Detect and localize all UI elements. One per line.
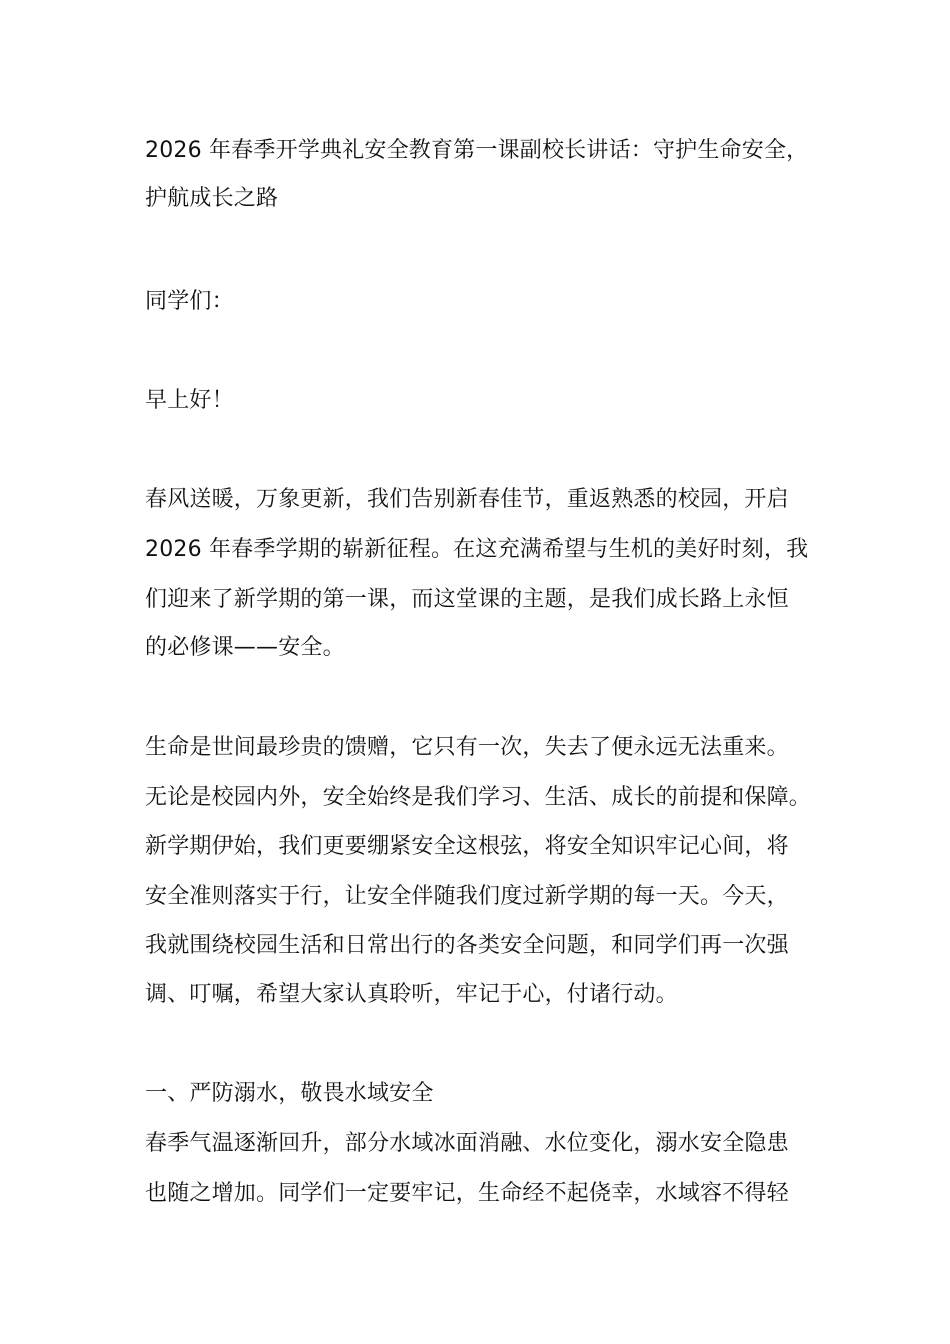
paragraph-1-line-4: 的必修课——安全。 — [145, 635, 345, 660]
paragraph-2-line-3: 新学期伊始，我们更要绷紧安全这根弦，将安全知识牢记心间，将 — [145, 834, 789, 859]
paragraph-2-line-4: 安全准则落实于行，让安全伴随我们度过新学期的每一天。今天， — [145, 884, 789, 909]
section-1-heading: 一、严防溺水，敬畏水域安全 — [145, 1081, 434, 1106]
paragraph-2-line-2: 无论是校园内外，安全始终是我们学习、生活、成长的前提和保障。 — [145, 785, 812, 810]
section-1-line-1: 春季气温逐渐回升，部分水域冰面消融、水位变化，溺水安全隐患 — [145, 1131, 789, 1156]
morning-greeting: 早上好！ — [145, 388, 234, 413]
title-line-2: 护航成长之路 — [145, 186, 279, 211]
paragraph-2-line-1: 生命是世间最珍贵的馈赠，它只有一次，失去了便永远无法重来。 — [145, 735, 789, 760]
title-line-1: 2026 年春季开学典礼安全教育第一课副校长讲话：守护生命安全， — [145, 138, 809, 163]
paragraph-1-line-3: 们迎来了新学期的第一课，而这堂课的主题，是我们成长路上永恒 — [145, 587, 789, 612]
paragraph-2-line-5: 我就围绕校园生活和日常出行的各类安全问题，和同学们再一次强 — [145, 933, 789, 958]
paragraph-2-line-6: 调、叮嘱，希望大家认真聆听，牢记于心，付诸行动。 — [145, 982, 678, 1007]
section-1-line-2: 也随之增加。同学们一定要牢记，生命经不起侥幸，水域容不得轻 — [145, 1181, 789, 1206]
greeting: 同学们： — [145, 289, 234, 314]
paragraph-1-line-2: 2026 年春季学期的崭新征程。在这充满希望与生机的美好时刻，我 — [145, 537, 809, 562]
paragraph-1-line-1: 春风送暖，万象更新，我们告别新春佳节，重返熟悉的校园，开启 — [145, 487, 789, 512]
